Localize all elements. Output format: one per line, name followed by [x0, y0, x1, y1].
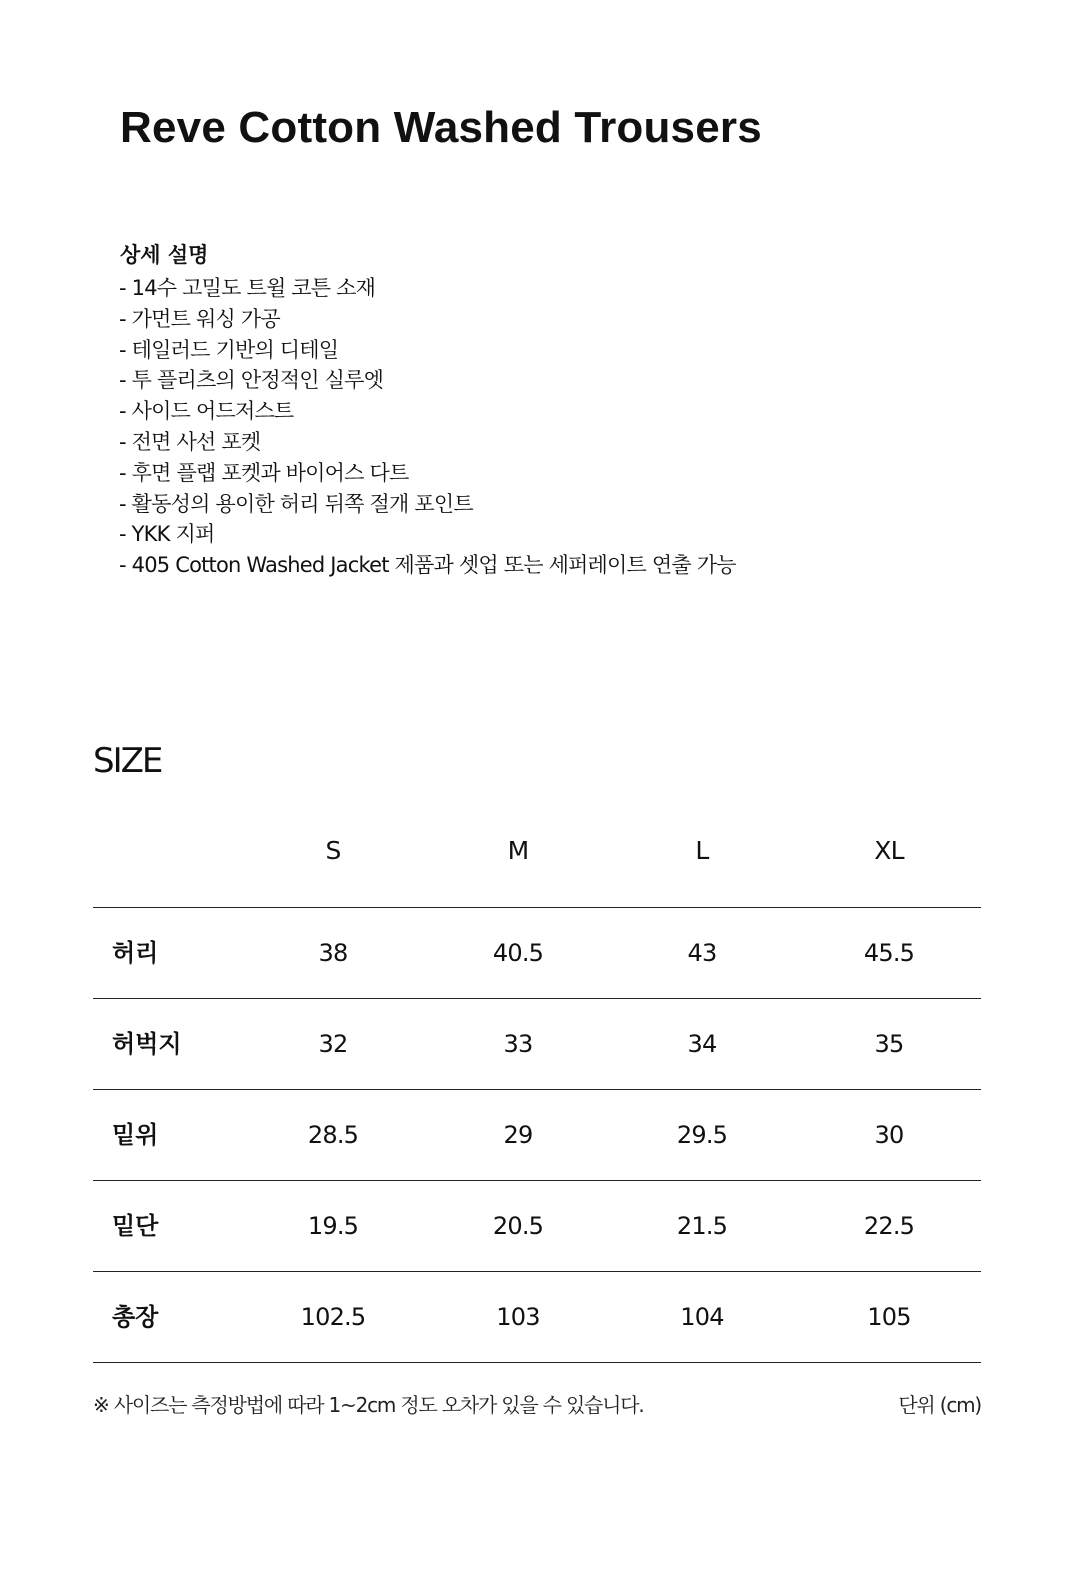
detail-item: - 사이드 어드저스트	[119, 399, 294, 424]
unit-label: 단위 (cm)	[898, 1393, 981, 1417]
size-value: 21.5	[676, 1212, 728, 1240]
detail-item: - 활동성의 용이한 허리 뒤쪽 절개 포인트	[119, 491, 473, 516]
detail-item: - YKK 지퍼	[119, 522, 215, 547]
size-value: 103	[496, 1303, 540, 1331]
details-heading: 상세 설명	[120, 243, 209, 267]
detail-item: - 가먼트 워싱 가공	[119, 306, 280, 331]
size-value: 105	[867, 1303, 911, 1331]
detail-item: - 14수 고밀도 트윌 코튼 소재	[119, 276, 376, 300]
size-row-length	[93, 1271, 981, 1363]
detail-item: - 테일러드 기반의 디테일	[119, 337, 339, 362]
size-value: 43	[687, 939, 717, 967]
size-table-header	[93, 826, 981, 876]
row-label: 총장	[112, 1303, 159, 1331]
size-column-s: S	[325, 836, 341, 865]
product-details	[119, 238, 736, 581]
size-section-title: SIZE	[93, 741, 162, 781]
size-value: 20.5	[492, 1212, 544, 1240]
size-value: 29.5	[676, 1121, 728, 1149]
row-label: 허리	[112, 939, 159, 967]
size-value: 28.5	[307, 1121, 359, 1149]
size-value: 33	[503, 1030, 533, 1058]
size-column-m: M	[507, 836, 529, 865]
detail-item: - 투 플리츠의 안정적인 실루엣	[119, 368, 384, 393]
size-value: 19.5	[307, 1212, 359, 1240]
size-value: 38	[318, 939, 348, 967]
row-label: 밑단	[112, 1212, 159, 1240]
product-title: Reve Cotton Washed Trousers	[120, 103, 762, 152]
size-value: 45.5	[863, 939, 915, 967]
size-table	[93, 907, 981, 1363]
size-value: 102.5	[300, 1303, 366, 1331]
size-value: 22.5	[863, 1212, 915, 1240]
size-row-hem	[93, 1180, 981, 1271]
size-value: 29	[503, 1121, 533, 1149]
size-value: 104	[680, 1303, 724, 1331]
size-column-l: L	[695, 836, 709, 865]
size-column-xl: XL	[874, 836, 904, 865]
size-value: 34	[687, 1030, 717, 1058]
size-value: 40.5	[492, 939, 544, 967]
size-value: 35	[874, 1030, 904, 1058]
row-label: 허벅지	[112, 1030, 182, 1058]
row-label: 밑위	[112, 1121, 159, 1149]
detail-item: - 후면 플랩 포켓과 바이어스 다트	[119, 460, 409, 485]
size-row-waist	[93, 907, 981, 998]
size-value: 32	[318, 1030, 348, 1058]
size-row-thigh	[93, 998, 981, 1089]
size-row-rise	[93, 1089, 981, 1180]
details-list	[119, 273, 736, 581]
size-value: 30	[874, 1121, 904, 1149]
size-footnote: ※ 사이즈는 측정방법에 따라 1~2cm 정도 오차가 있을 수 있습니다.	[93, 1393, 644, 1417]
detail-item: - 전면 사선 포켓	[119, 429, 261, 454]
detail-item: - 405 Cotton Washed Jacket 제품과 셋업 또는 세퍼레이트 연출 가능	[119, 553, 736, 578]
